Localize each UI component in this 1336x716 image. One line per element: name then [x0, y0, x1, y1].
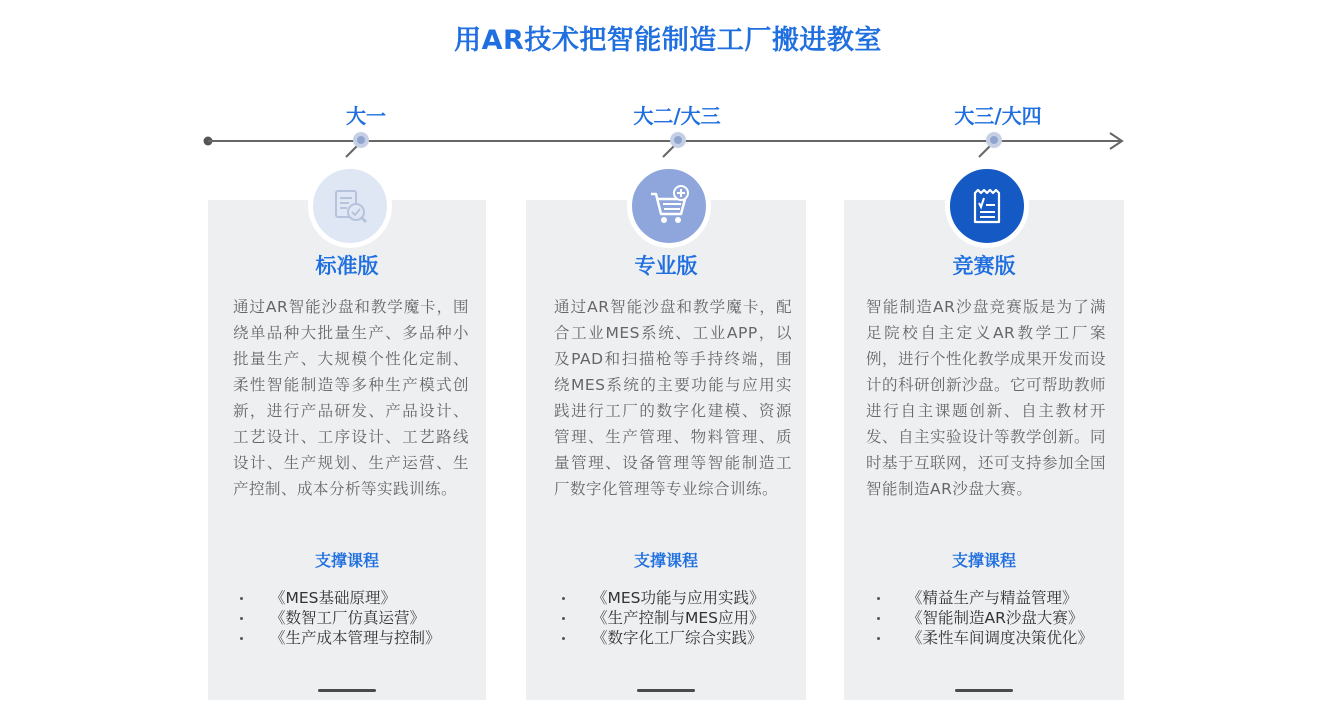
card-bottom-bar [637, 689, 695, 692]
card-description: 通过AR智能沙盘和教学魔卡，围绕单品种大批量生产、多品种小批量生产、大规模个性化定制、柔性智能制造等多种生产模式创新，进行产品研发、产品设计、工艺设计、工序设计、工艺路线设计、生产规划、生产运营、生产控制、成本分析等实践训练。 [233, 298, 469, 498]
card-competition [844, 200, 1124, 700]
shopping-cart-add-icon [627, 164, 711, 248]
timeline-stage-label-2: 大二/大三 [633, 104, 721, 128]
card-title: 竞赛版 [952, 254, 1016, 278]
list-item: 《柔性车间调度决策优化》 [877, 628, 1093, 648]
course-list [877, 588, 1093, 648]
card-title: 专业版 [634, 254, 698, 278]
timeline-node-1 [346, 132, 369, 157]
card-bottom-bar [318, 689, 376, 692]
courses-heading: 支撑课程 [951, 551, 1016, 570]
list-item: 《生产成本管理与控制》 [240, 628, 441, 648]
timeline-stage-label-3: 大三/大四 [954, 104, 1042, 128]
list-item: 《MES基础原理》 [240, 588, 441, 608]
card-professional [526, 200, 806, 700]
list-item: 《数智工厂仿真运营》 [240, 608, 441, 628]
page-title: 用AR技术把智能制造工厂搬进教室 [454, 25, 882, 56]
timeline-stage-label-1: 大一 [346, 104, 386, 128]
document-check-icon [308, 164, 392, 248]
card-bottom-bar [955, 689, 1013, 692]
list-item: 《智能制造AR沙盘大赛》 [877, 608, 1093, 628]
card-title: 标准版 [315, 254, 379, 278]
card-standard [208, 200, 486, 700]
timeline-node-2 [663, 132, 686, 157]
course-list [240, 588, 441, 648]
list-item: 《MES功能与应用实践》 [562, 588, 765, 608]
course-list [562, 588, 765, 648]
list-item: 《精益生产与精益管理》 [877, 588, 1093, 608]
timeline-node-3 [979, 132, 1002, 157]
receipt-check-icon [945, 164, 1029, 248]
courses-heading: 支撑课程 [633, 551, 698, 570]
list-item: 《生产控制与MES应用》 [562, 608, 765, 628]
list-item: 《数字化工厂综合实践》 [562, 628, 765, 648]
timeline [0, 0, 1336, 170]
card-description: 通过AR智能沙盘和教学魔卡，配合工业MES系统、工业APP，以及PAD和扫描枪等手持终端，围绕MES系统的主要功能与应用实践进行工厂的数字化建模、资源管理、生产管理、物料管理、质量管理、设备管理等智能制造工厂数字化管理等专业综合训练。 [554, 298, 792, 498]
card-description: 智能制造AR沙盘竞赛版是为了满足院校自主定义AR教学工厂案例，进行个性化教学成果开发而设计的科研创新沙盘。它可帮助教师进行自主课题创新、自主教材开发、自主实验设计等教学创新。同时基于互联网，还可支持参加全国智能制造AR沙盘大赛。 [866, 298, 1107, 498]
courses-heading: 支撑课程 [314, 551, 379, 570]
